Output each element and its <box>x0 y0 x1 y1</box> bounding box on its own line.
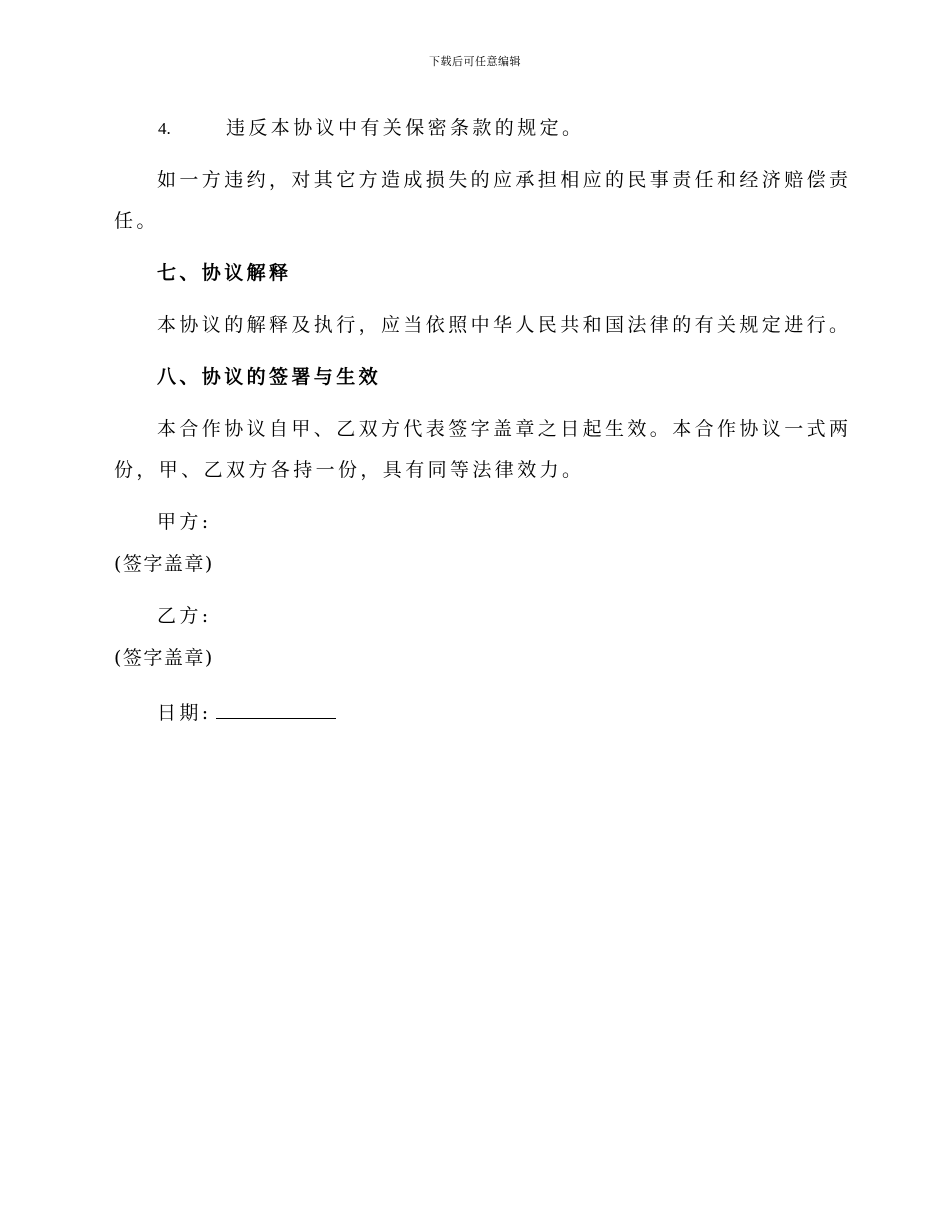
party-a-label: 甲方: <box>157 511 212 533</box>
item-4 <box>114 116 834 141</box>
breach-paragraph-line-1: 如一方违约，对其它方造成损失的应承担相应的民事责任和经济赔偿责 <box>157 169 852 191</box>
date-line <box>157 698 877 725</box>
party-a-seal: (签字盖章) <box>114 553 214 575</box>
section-8-line-2: 份，甲、乙双方各持一份，具有同等法律效力。 <box>114 459 585 481</box>
date-blank-field[interactable] <box>216 698 336 719</box>
date-label: 日期: <box>157 702 212 724</box>
breach-paragraph-line-2: 任。 <box>114 210 159 232</box>
section-7-text: 本协议的解释及执行，应当依照中华人民共和国法律的有关规定进行。 <box>157 314 852 336</box>
section-8-heading: 八、协议的签署与生效 <box>157 366 382 388</box>
party-b-seal: (签字盖章) <box>114 647 214 669</box>
party-b-label: 乙方: <box>157 605 212 627</box>
section-8-line-1: 本合作协议自甲、乙双方代表签字盖章之日起生效。本合作协议一式两 <box>157 418 852 440</box>
item-4-text: 违反本协议中有关保密条款的规定。 <box>226 117 585 139</box>
section-7-heading: 七、协议解释 <box>157 262 292 284</box>
header-note: 下载后可任意编辑 <box>429 55 521 68</box>
item-4-number: 4. <box>158 119 171 138</box>
